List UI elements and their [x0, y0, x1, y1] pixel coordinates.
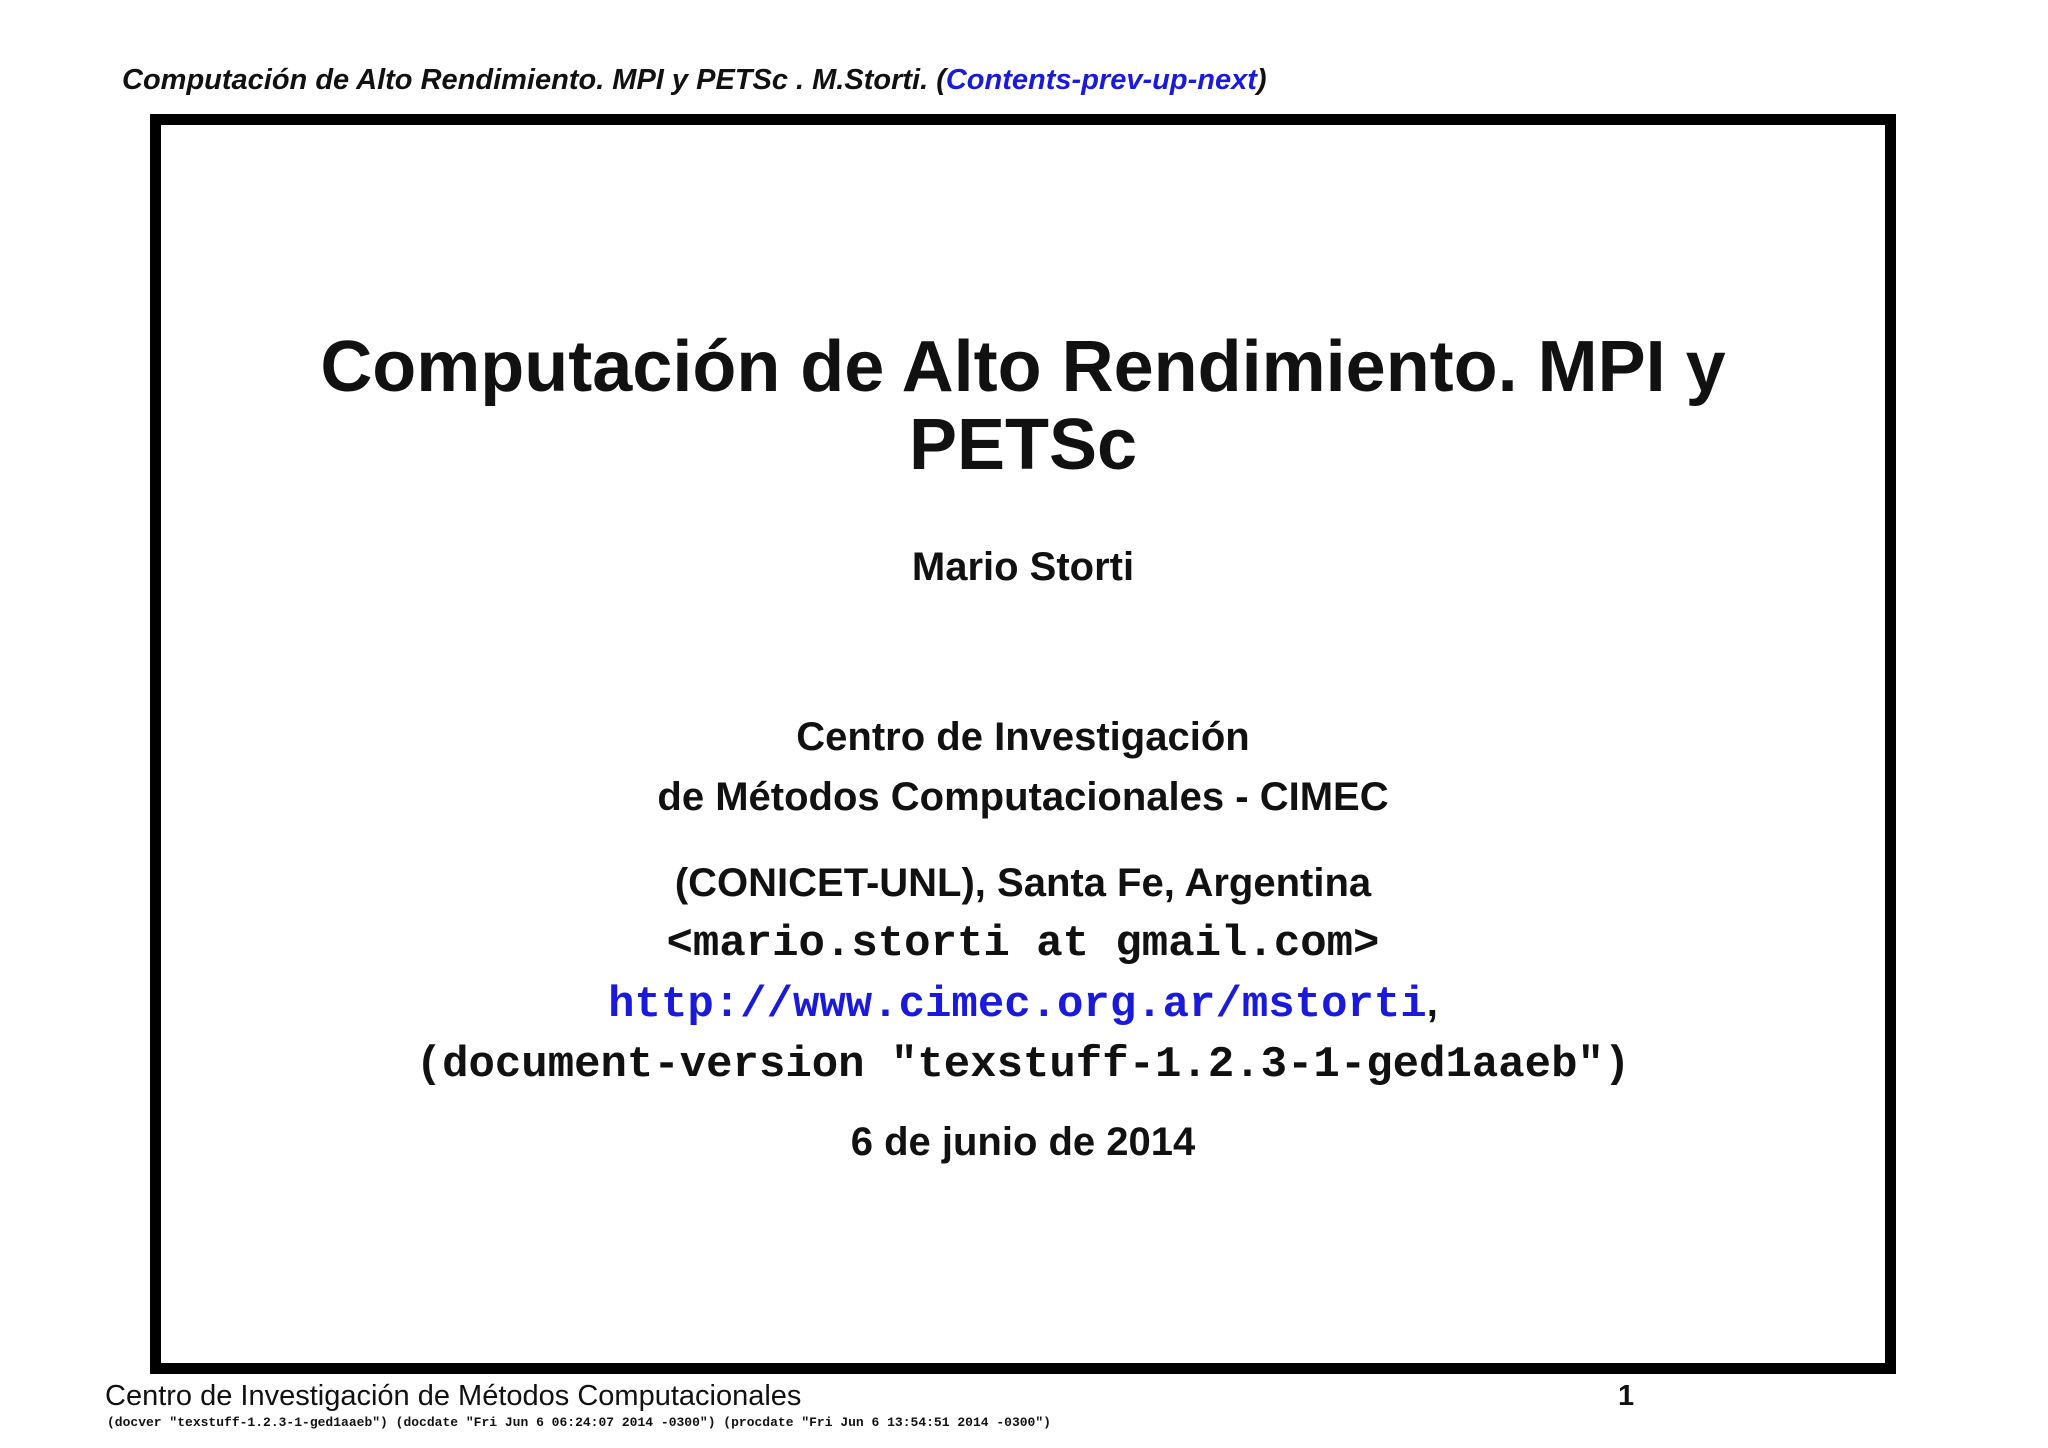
header-close-paren: ) [1256, 64, 1267, 96]
author-name: Mario Storti [911, 545, 1135, 589]
institution-line-1: Centro de Investigación [796, 715, 1250, 759]
slide-title [161, 328, 1885, 484]
nav-prev-link[interactable]: prev [1081, 64, 1143, 96]
header-title: Computación de Alto Rendimiento. MPI y PETSc . M.Storti. ( [122, 64, 946, 96]
website-comma: , [1426, 981, 1438, 1025]
footer-institution: Centro de Investigación de Métodos Computacionales [105, 1380, 802, 1412]
page-number: 1 [1618, 1380, 1635, 1412]
presentation-date: 6 de junio de 2014 [850, 1120, 1196, 1164]
title-line-1: Computación de Alto Rendimiento. MPI y [320, 327, 1726, 407]
nav-next-link[interactable]: next [1197, 64, 1257, 96]
website-link[interactable]: http://www.cimec.org.ar/mstorti [608, 980, 1427, 1030]
institution-line-3: (CONICET-UNL), Santa Fe, Argentina [674, 861, 1372, 905]
build-info: (docver "texstuff-1.2.3-1-ged1aaeb") (docdate "Fri Jun 6 06:24:07 2014 -0300") (procdate "Fri Jun 6 13:54:51 2014 -0300") [107, 1415, 1051, 1430]
nav-contents-link[interactable]: Contents [945, 64, 1072, 96]
website-line [161, 980, 1885, 1030]
nav-separator: - [1071, 64, 1082, 96]
document-version: (document-version "texstuff-1.2.3-1-ged1aaeb") [415, 1040, 1631, 1090]
nav-up-link[interactable]: up [1152, 64, 1188, 96]
institution-line-2: de Métodos Computacionales - CIMEC [657, 775, 1389, 819]
nav-separator: - [1142, 64, 1153, 96]
author-email: <mario.storti at gmail.com> [666, 919, 1380, 969]
running-header [122, 64, 1267, 97]
slide-frame [150, 114, 1896, 1374]
nav-separator: - [1187, 64, 1198, 96]
title-line-2: PETSc [908, 405, 1138, 485]
